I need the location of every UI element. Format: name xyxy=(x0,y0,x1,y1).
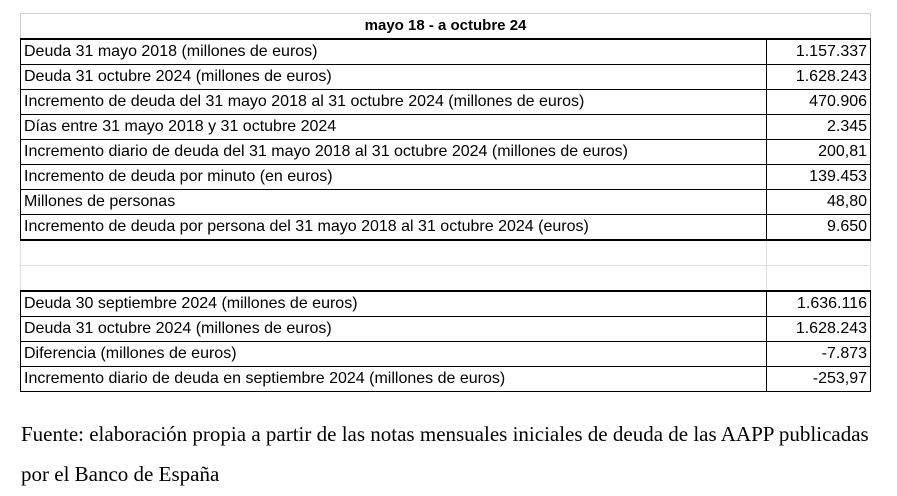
table-row xyxy=(21,140,871,165)
row-label: Deuda 31 mayo 2018 (millones de euros) xyxy=(21,39,767,65)
table-row xyxy=(21,215,871,241)
empty-row xyxy=(21,240,871,266)
row-value: -253,97 xyxy=(767,367,871,392)
table-row xyxy=(21,165,871,190)
table-title: mayo 18 - a octubre 24 xyxy=(21,14,871,40)
table-row xyxy=(21,65,871,90)
row-label: Incremento diario de deuda en septiembre 2024 (millones de euros) xyxy=(21,367,767,392)
row-label: Incremento de deuda por minuto (en euros) xyxy=(21,165,767,190)
row-label: Diferencia (millones de euros) xyxy=(21,342,767,367)
row-value: 48,80 xyxy=(767,190,871,215)
table-row xyxy=(21,291,871,317)
row-value: 1.628.243 xyxy=(767,317,871,342)
table-row xyxy=(21,317,871,342)
debt-table xyxy=(20,13,871,392)
row-label: Deuda 31 octubre 2024 (millones de euros) xyxy=(21,65,767,90)
table-row xyxy=(21,90,871,115)
row-label: Millones de personas xyxy=(21,190,767,215)
row-value: 1.157.337 xyxy=(767,39,871,65)
row-value: -7.873 xyxy=(767,342,871,367)
table-row xyxy=(21,342,871,367)
row-value: 1.636.116 xyxy=(767,291,871,317)
empty-row xyxy=(21,266,871,292)
row-label: Incremento de deuda por persona del 31 mayo 2018 al 31 octubre 2024 (euros) xyxy=(21,215,767,241)
row-label: Días entre 31 mayo 2018 y 31 octubre 2024 xyxy=(21,115,767,140)
row-value: 2.345 xyxy=(767,115,871,140)
row-value: 200,81 xyxy=(767,140,871,165)
table-row xyxy=(21,190,871,215)
table-row xyxy=(21,115,871,140)
row-value: 9.650 xyxy=(767,215,871,241)
row-label: Deuda 30 septiembre 2024 (millones de euros) xyxy=(21,291,767,317)
debt-table-sheet xyxy=(20,13,870,392)
row-label: Incremento de deuda del 31 mayo 2018 al 31 octubre 2024 (millones de euros) xyxy=(21,90,767,115)
table-row xyxy=(21,39,871,65)
table-title-row xyxy=(21,14,871,40)
table-row xyxy=(21,367,871,392)
row-label: Deuda 31 octubre 2024 (millones de euros) xyxy=(21,317,767,342)
row-value: 139.453 xyxy=(767,165,871,190)
row-value: 470.906 xyxy=(767,90,871,115)
row-label: Incremento diario de deuda del 31 mayo 2018 al 31 octubre 2024 (millones de euros) xyxy=(21,140,767,165)
source-note: Fuente: elaboración propia a partir de las notas mensuales iniciales de deuda de las AAPP publicadas por el Banco de España xyxy=(21,422,869,486)
row-value: 1.628.243 xyxy=(767,65,871,90)
